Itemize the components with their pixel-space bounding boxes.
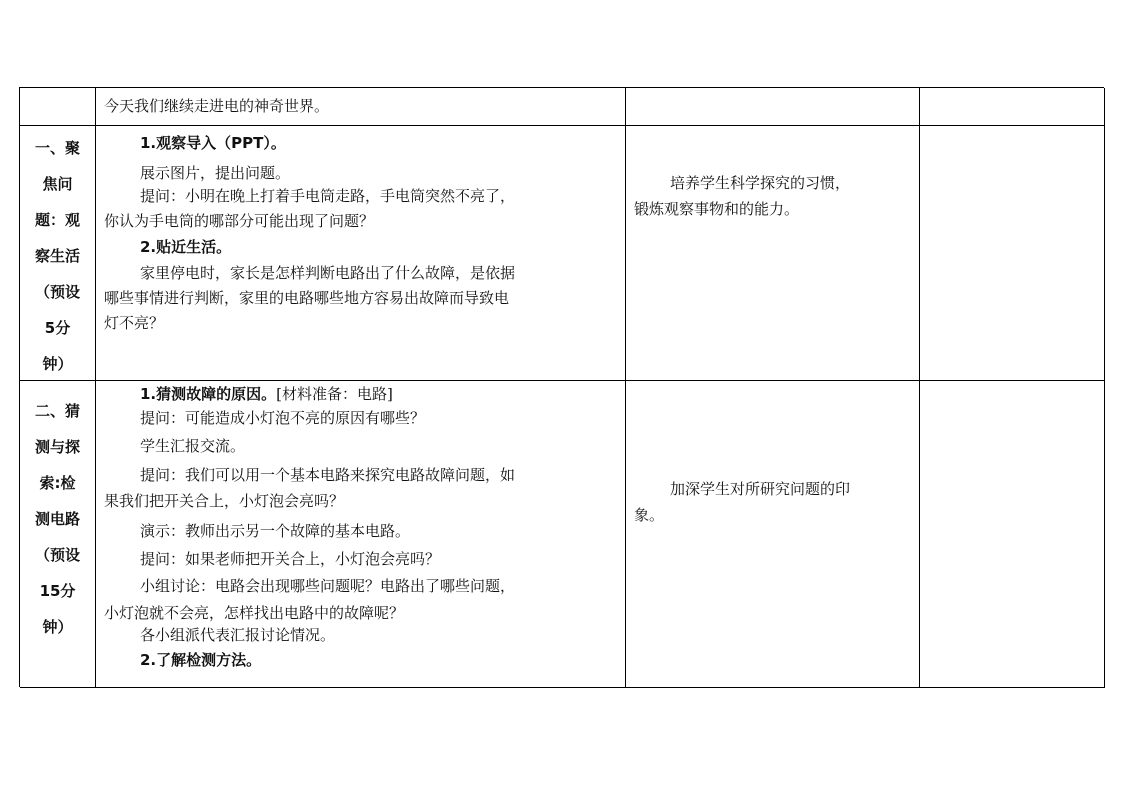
row2-goal-text <box>634 476 911 528</box>
row2-heading-1 <box>140 381 393 407</box>
row1-goal-cell <box>626 126 920 381</box>
goal-line: 锻炼观察事物和的能力。 <box>634 200 800 218</box>
row1-heading-1: 1.观察导入（PPT）。 <box>140 134 286 152</box>
row2-heading-1-note: [材料准备：电路] <box>276 385 393 403</box>
row2-line-3: 提问：我们可以用一个基本电路来探究电路故障问题，如 <box>140 466 516 484</box>
stage-line: 5分 <box>44 319 71 337</box>
stage-line: （预设 <box>34 283 80 301</box>
row1-stage-label <box>20 130 95 382</box>
row2-line-7: 小组讨论：电路会出现哪些问题呢？电路出了哪些问题， <box>140 577 516 595</box>
stage-line: 察生活 <box>34 247 80 265</box>
row0-stage-cell <box>20 88 96 126</box>
goal-line: 加深学生对所研究问题的印 <box>670 480 851 498</box>
stage-line: （预设 <box>34 546 80 564</box>
row1-line-5: 哪些事情进行判断，家里的电路哪些地方容易出故障而导致电 <box>104 289 510 307</box>
row1-line-1: 展示图片，提出问题。 <box>140 164 291 182</box>
stage-line: 测电路 <box>34 510 80 528</box>
row2-heading-1-title: 1.猜测故障的原因。 <box>140 385 277 403</box>
row2-notes-cell <box>920 381 1105 688</box>
row2-line-5: 演示：教师出示另一个故障的基本电路。 <box>140 522 411 540</box>
stage-line: 测与探 <box>34 438 80 456</box>
row2-line-2: 学生汇报交流。 <box>140 437 246 455</box>
row2-stage-cell <box>20 381 96 688</box>
stage-line: 15分 <box>39 582 76 600</box>
row1-stage-cell <box>20 126 96 381</box>
row1-line-3: 你认为手电筒的哪部分可能出现了问题？ <box>104 212 375 230</box>
row2-line-8: 小灯泡就不会亮，怎样找出电路中的故障呢？ <box>104 604 405 622</box>
row0-notes-cell <box>920 88 1105 126</box>
goal-line: 培养学生科学探究的习惯， <box>670 174 851 192</box>
row1-heading-2: 2.贴近生活。 <box>140 238 232 256</box>
stage-line: 一、聚 <box>34 139 80 157</box>
stage-line: 钟） <box>42 355 73 373</box>
row0-goal-cell <box>626 88 920 126</box>
row1-content-cell <box>96 126 626 381</box>
lesson-plan-table <box>19 87 1104 687</box>
row2-goal-cell <box>626 381 920 688</box>
row2-line-6: 提问：如果老师把开关合上，小灯泡会亮吗？ <box>140 550 441 568</box>
row2-content-cell <box>96 381 626 688</box>
goal-line: 象。 <box>634 506 665 524</box>
stage-line: 题：观 <box>34 211 80 229</box>
row1-line-2: 提问：小明在晚上打着手电筒走路，手电筒突然不亮了， <box>140 187 516 205</box>
stage-line: 二、猜 <box>34 402 80 420</box>
row2-line-9: 各小组派代表汇报讨论情况。 <box>140 626 336 644</box>
row0-content-text: 今天我们继续走进电的神奇世界。 <box>104 97 330 115</box>
row1-line-4: 家里停电时，家长是怎样判断电路出了什么故障，是依据 <box>140 264 516 282</box>
row0-content-cell <box>96 88 626 126</box>
row2-line-4: 果我们把开关合上，小灯泡会亮吗？ <box>104 492 345 510</box>
stage-line: 索:检 <box>39 474 76 492</box>
row2-stage-label <box>20 393 95 645</box>
row1-notes-cell <box>920 126 1105 381</box>
row2-heading-2: 2.了解检测方法。 <box>140 651 262 669</box>
stage-line: 焦问 <box>42 175 73 193</box>
stage-line: 钟） <box>42 618 73 636</box>
row1-goal-text <box>634 170 911 222</box>
row2-line-1: 提问：可能造成小灯泡不亮的原因有哪些？ <box>140 409 426 427</box>
row1-line-6: 灯不亮？ <box>104 314 165 332</box>
